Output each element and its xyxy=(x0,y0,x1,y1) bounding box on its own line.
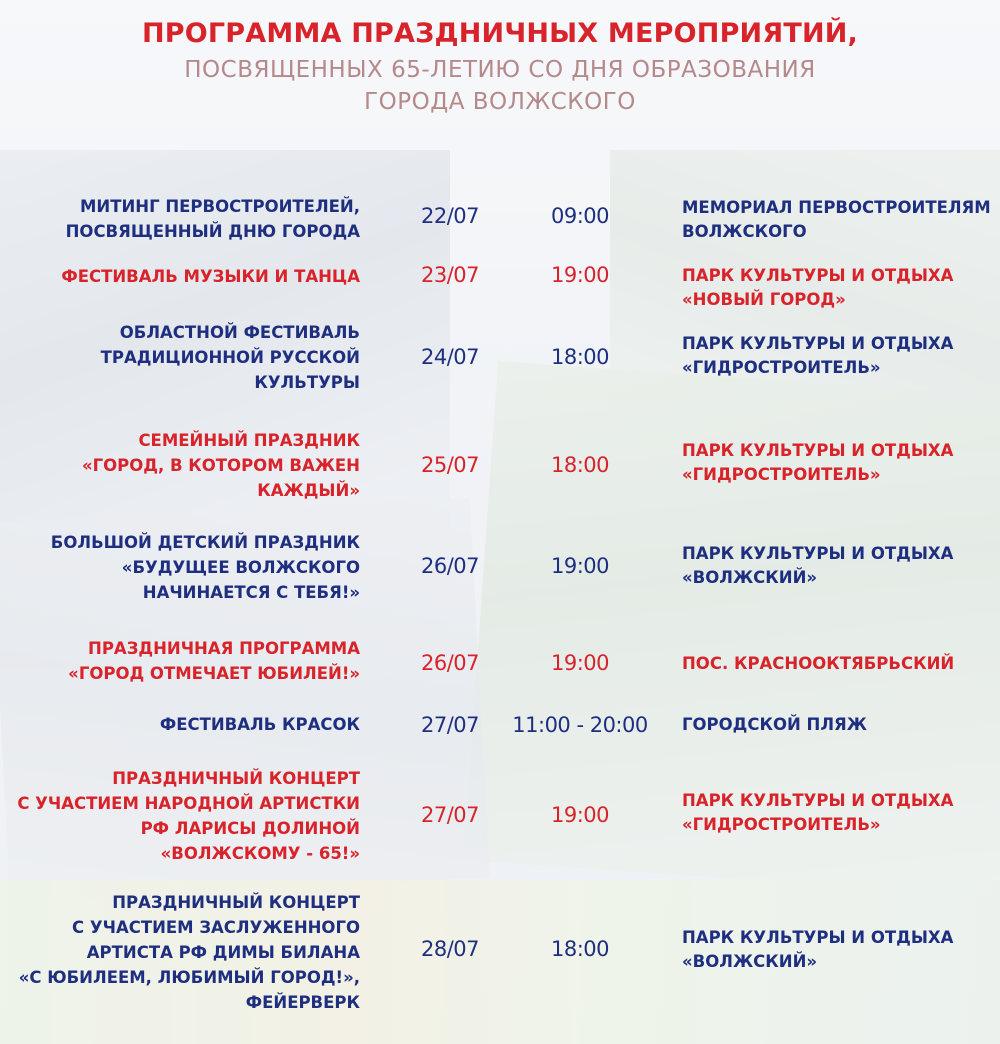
event-name xyxy=(0,264,360,289)
event-place xyxy=(682,196,1000,244)
event-time: 11:00 - 20:00 xyxy=(512,713,648,737)
event-name-line: ОБЛАСТНОЙ ФЕСТИВАЛЬ xyxy=(119,323,360,342)
event-place-line: ПАРК КУЛЬТУРЫ И ОТДЫХА xyxy=(682,441,954,460)
event-name-line: «ГОРОД ОТМЕЧАЕТ ЮБИЛЕЙ!» xyxy=(68,664,360,683)
event-date: 25/07 xyxy=(420,453,480,477)
header xyxy=(0,14,1000,118)
event-name-line: РФ ЛАРИСЫ ДОЛИНОЙ xyxy=(140,819,360,838)
event-name-line: «БУДУЩЕЕ ВОЛЖСКОГО xyxy=(121,558,360,577)
event-name-line: С УЧАСТИЕМ ЗАСЛУЖЕННОГО xyxy=(72,918,360,937)
event-place xyxy=(682,926,1000,974)
event-name xyxy=(0,428,360,503)
event-name-line: БОЛЬШОЙ ДЕТСКИЙ ПРАЗДНИК xyxy=(50,533,360,552)
event-date: 28/07 xyxy=(420,937,480,961)
event-date: 22/07 xyxy=(420,204,480,228)
event-place-line: «ГИДРОСТРОИТЕЛЬ» xyxy=(682,358,881,377)
event-place-line: ПАРК КУЛЬТУРЫ И ОТДЫХА xyxy=(682,928,954,947)
event-name-line: ФЕСТИВАЛЬ КРАСОК xyxy=(159,715,360,734)
event-name xyxy=(0,890,360,1015)
event-place-line: ПАРК КУЛЬТУРЫ И ОТДЫХА xyxy=(682,266,954,285)
event-name-line: «ВОЛЖСКОМУ - 65!» xyxy=(160,844,360,863)
event-place xyxy=(682,652,1000,676)
event-place xyxy=(682,713,1000,737)
event-name-line: МИТИНГ ПЕРВОСТРОИТЕЛЕЙ, xyxy=(79,197,360,216)
event-time: 19:00 xyxy=(550,803,610,827)
event-place-line: ПАРК КУЛЬТУРЫ И ОТДЫХА xyxy=(682,334,954,353)
event-date: 27/07 xyxy=(420,713,480,737)
event-place-line: ПОС. КРАСНООКТЯБРЬСКИЙ xyxy=(682,654,955,673)
event-name xyxy=(0,530,360,605)
event-name-line: СЕМЕЙНЫЙ ПРАЗДНИК xyxy=(138,431,360,450)
page-title: ПРОГРАММА ПРАЗДНИЧНЫХ МЕРОПРИЯТИЙ, xyxy=(141,18,859,49)
event-time: 18:00 xyxy=(550,937,610,961)
event-place-line: «ГИДРОСТРОИТЕЛЬ» xyxy=(682,815,881,834)
event-name xyxy=(0,712,360,737)
event-place xyxy=(682,332,1000,380)
event-name xyxy=(0,194,360,244)
event-time: 18:00 xyxy=(550,453,610,477)
event-name-line: ПРАЗДНИЧНАЯ ПРОГРАММА xyxy=(88,639,360,658)
event-name-line: АРТИСТА РФ ДИМЫ БИЛАНА xyxy=(86,943,360,962)
page-subtitle-line1: ПОСВЯЩЕННЫХ 65-ЛЕТИЮ СО ДНЯ ОБРАЗОВАНИЯ xyxy=(184,57,816,83)
event-place xyxy=(682,264,1000,312)
event-date: 24/07 xyxy=(420,345,480,369)
event-name-line: С УЧАСТИЕМ НАРОДНОЙ АРТИСТКИ xyxy=(17,794,360,813)
event-place-line: МЕМОРИАЛ ПЕРВОСТРОИТЕЛЯМ xyxy=(682,198,991,217)
event-date: 26/07 xyxy=(420,554,480,578)
page-subtitle-line2: ГОРОДА ВОЛЖСКОГО xyxy=(364,89,636,115)
event-place-line: «НОВЫЙ ГОРОД» xyxy=(682,290,846,309)
event-place-line: «ВОЛЖСКИЙ» xyxy=(682,952,818,971)
event-name-line: КАЖДЫЙ» xyxy=(257,481,360,500)
event-date: 23/07 xyxy=(420,263,480,287)
event-name xyxy=(0,766,360,866)
event-place xyxy=(682,542,1000,590)
event-place xyxy=(682,439,1000,487)
event-place-line: ПАРК КУЛЬТУРЫ И ОТДЫХА xyxy=(682,791,954,810)
event-name-line: КУЛЬТУРЫ xyxy=(254,373,360,392)
event-name-line: ТРАДИЦИОННОЙ РУССКОЙ xyxy=(100,348,360,367)
event-name xyxy=(0,636,360,686)
event-name xyxy=(0,320,360,395)
event-place-line: «ВОЛЖСКИЙ» xyxy=(682,568,818,587)
event-place-line: ГОРОДСКОЙ ПЛЯЖ xyxy=(682,715,867,734)
event-name-line: «С ЮБИЛЕЕМ, ЛЮБИМЫЙ ГОРОД!», xyxy=(18,968,360,987)
event-date: 27/07 xyxy=(420,803,480,827)
event-name-line: ПРАЗДНИЧНЫЙ КОНЦЕРТ xyxy=(112,769,360,788)
event-time: 18:00 xyxy=(550,345,610,369)
event-time: 19:00 xyxy=(550,651,610,675)
event-name-line: ФЕСТИВАЛЬ МУЗЫКИ И ТАНЦА xyxy=(61,267,360,286)
event-date: 26/07 xyxy=(420,651,480,675)
event-place-line: «ГИДРОСТРОИТЕЛЬ» xyxy=(682,465,881,484)
event-place xyxy=(682,789,1000,837)
event-name-line: «ГОРОД, В КОТОРОМ ВАЖЕН xyxy=(81,456,360,475)
event-place-line: ПАРК КУЛЬТУРЫ И ОТДЫХА xyxy=(682,544,954,563)
event-name-line: НАЧИНАЕТСЯ С ТЕБЯ!» xyxy=(142,583,360,602)
event-name-line: ФЕЙЕРВЕРК xyxy=(245,993,360,1012)
event-place-line: ВОЛЖСКОГО xyxy=(682,222,807,241)
event-time: 19:00 xyxy=(550,263,610,287)
event-time: 19:00 xyxy=(550,554,610,578)
event-time: 09:00 xyxy=(550,204,610,228)
event-name-line: ПРАЗДНИЧНЫЙ КОНЦЕРТ xyxy=(112,893,360,912)
event-name-line: ПОСВЯЩЕННЫЙ ДНЮ ГОРОДА xyxy=(65,222,360,241)
